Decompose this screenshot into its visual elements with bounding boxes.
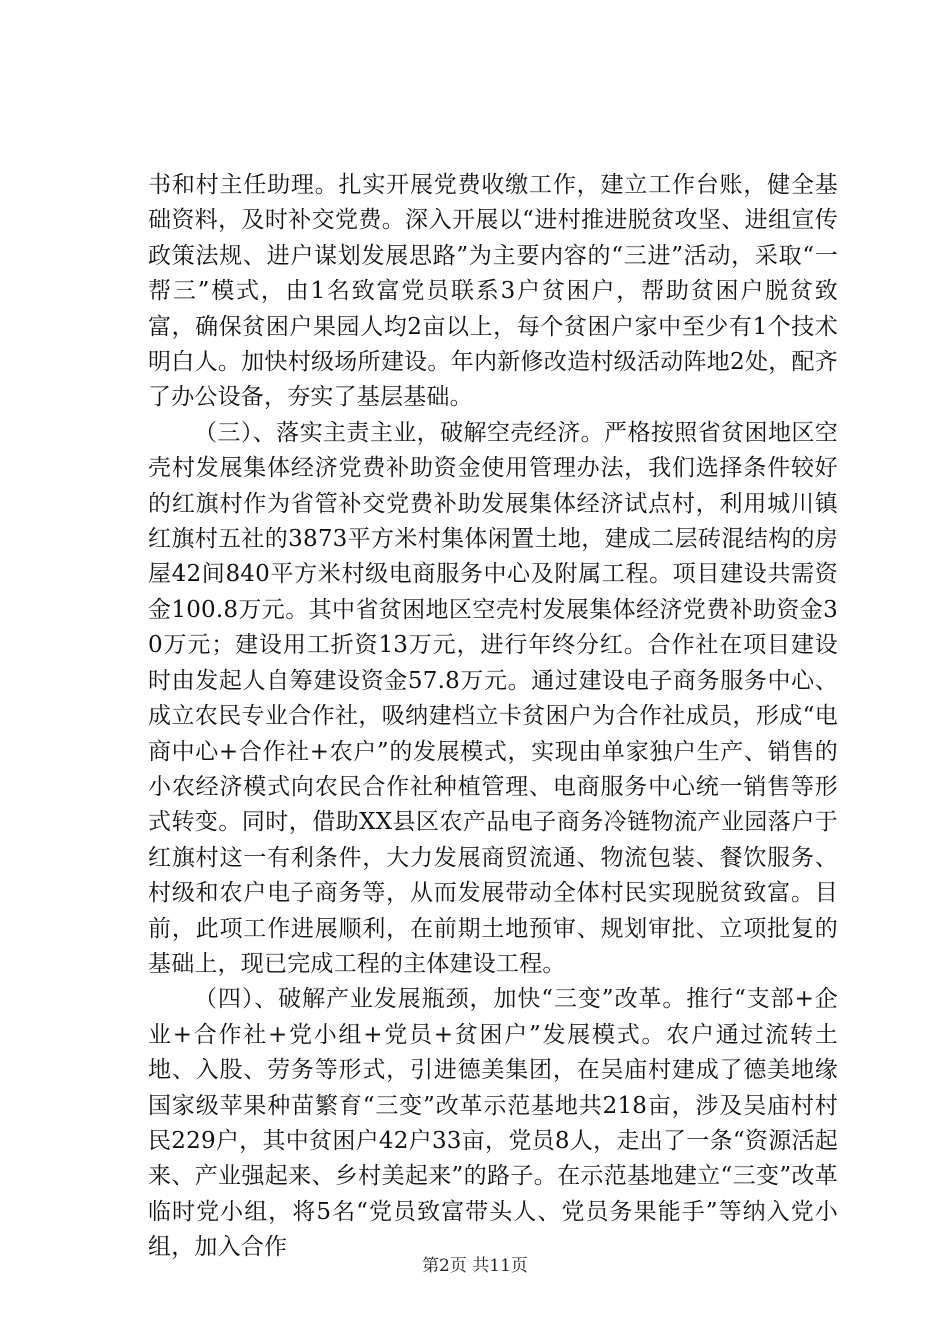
paragraph-section-three: （三）、落实主责主业，破解空壳经济。严格按照省贫困地区空壳村发展集体经济党费补助资金使用管理办法，我们选择条件较好的红旗村作为省管补交党费补助发展集体经济试点村，利用城川镇红旗村五社的3873平方米村集体闲置土地，建成二层砖混结构的房屋42间840平方米村级电商服务中心及附属工程。项目建设共需资金100.8万元。其中省贫困地区空壳村发展集体经济党费补助资金30万元；建设用工折资13万元，进行年终分红。合作社在项目建设时由发起人自筹建设资金57.8万元。通过建设电子商务服务中心、成立农民专业合作社，吸纳建档立卡贫困户为合作社成员，形成“电商中心+合作社+农户”的发展模式，实现由单家独户生产、销售的小农经济模式向农民合作社种植管理、电商服务中心统一销售等形式转变。同时，借助XX县区农产品电子商务冷链物流产业园落户于红旗村这一有利条件，大力发展商贸流通、物流包装、餐饮服务、村级和农户电子商务等，从而发展带动全体村民实现脱贫致富。目前，此项工作进展顺利，在前期土地预审、规划审批、立项批复的基础上，现已完成工程的主体建设工程。 — [148, 419, 838, 977]
document-body — [148, 168, 838, 1266]
page-number-footer: 第2页 共11页 — [422, 1256, 528, 1276]
paragraph-continuation: 书和村主任助理。扎实开展党费收缴工作，建立工作台账，健全基础资料，及时补交党费。深入开展以“进村推进脱贫攻坚、进组宣传政策法规、进户谋划发展思路”为主要内容的“三进”活动，采取“一帮三”模式，由1名致富党员联系3户贫困户，帮助贫困户脱贫致富，确保贫困户果园人均2亩以上，每个贫困户家中至少有1个技术明白人。加快村级场所建设。年内新修改造村级活动阵地2处，配齐了办公设备，夯实了基层基础。 — [148, 172, 838, 411]
paragraph-section-four: （四）、破解产业发展瓶颈，加快“三变”改革。推行“支部+企业+合作社+党小组+党员+贫困户”发展模式。农户通过流转土地、入股、劳务等形式，引进德美集团，在吴庙村建成了德美地缘国家级苹果种苗繁育“三变”改革示范基地共218亩，涉及吴庙村村民229户，其中贫困户42户33亩，党员8人，走出了一条“资源活起来、产业强起来、乡村美起来”的路子。在示范基地建立“三变”改革临时党小组，将5名“党员致富带头人、党员务果能手”等纳入党小组，加入合作 — [148, 986, 838, 1261]
